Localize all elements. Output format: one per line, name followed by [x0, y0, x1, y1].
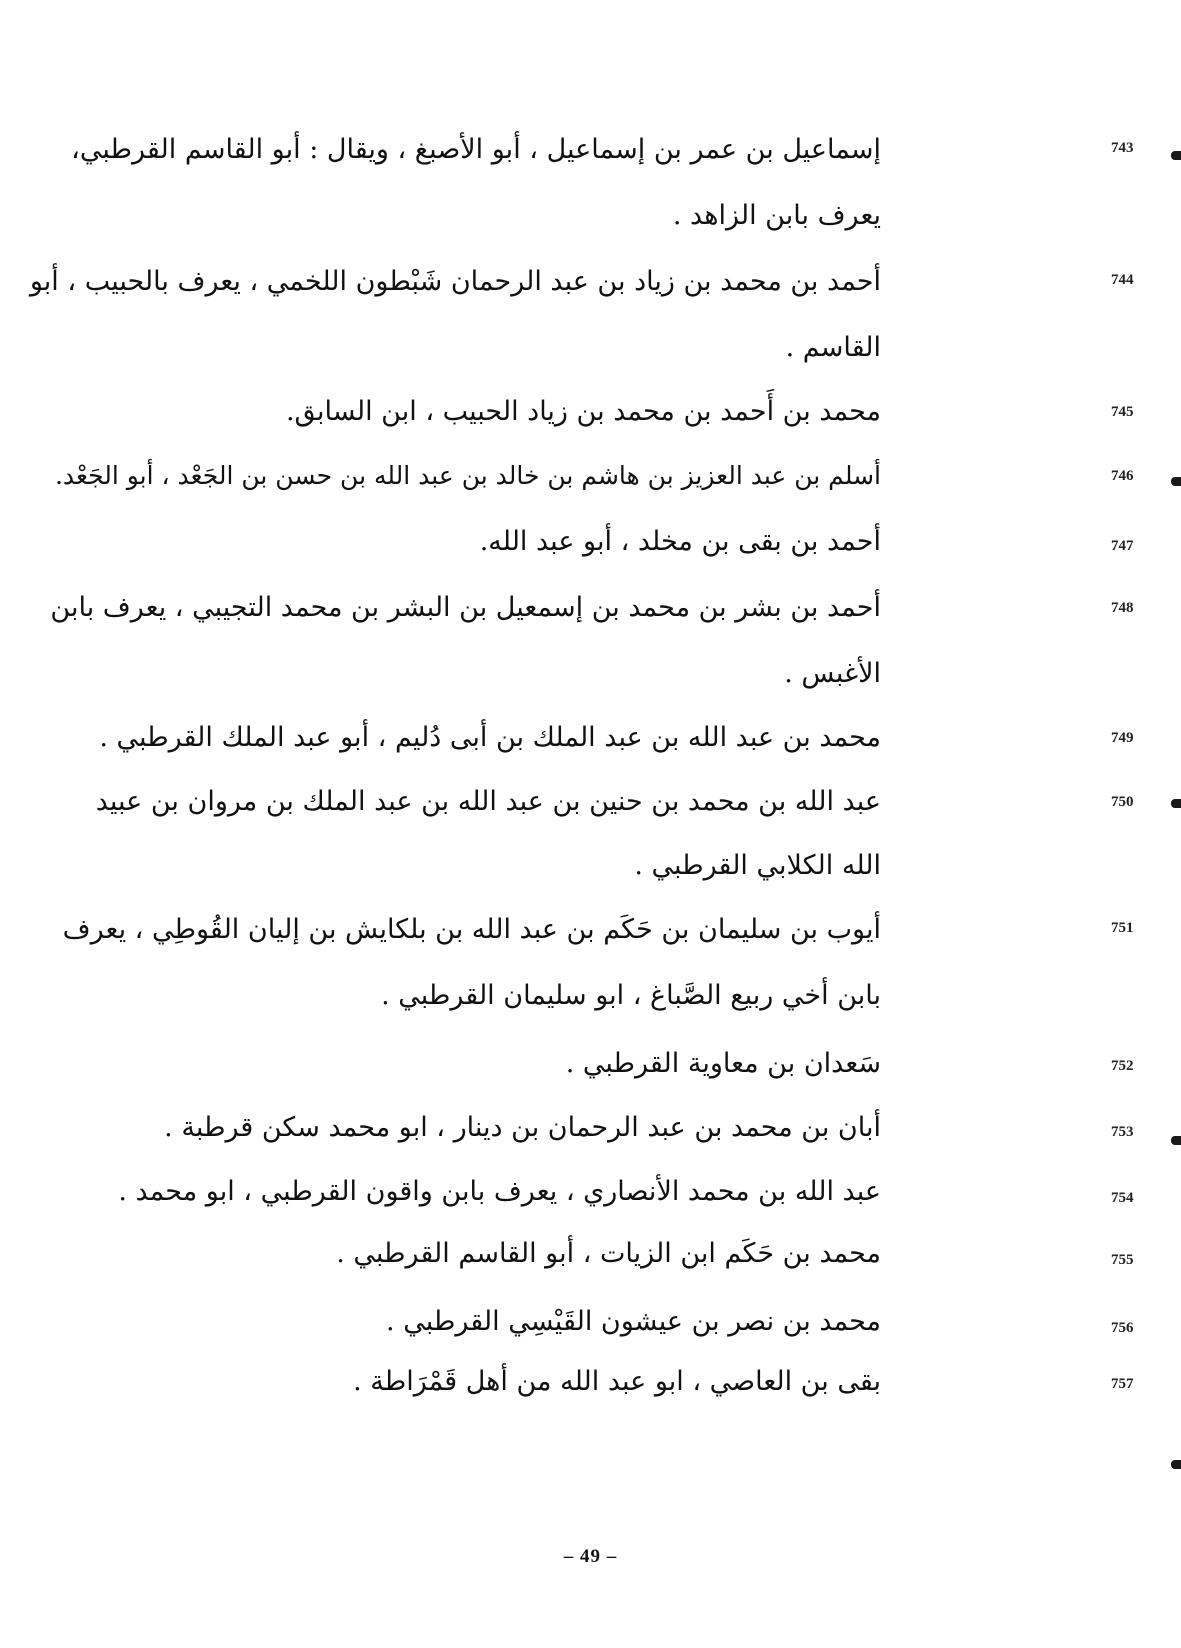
- entry-text-line: محمد بن حَكَم ابن الزيات ، أبو القاسم القرطبي .: [336, 1238, 881, 1269]
- entry-text-line: عبد الله بن محمد الأنصاري ، يعرف بابن واقون القرطبي ، ابو محمد .: [118, 1176, 881, 1207]
- entry-number: 753: [1111, 1124, 1134, 1140]
- entry-text-line: يعرف بابن الزاهد .: [672, 200, 881, 231]
- page-number: – 49 –: [563, 1546, 618, 1567]
- entry-number: 754: [1111, 1190, 1134, 1206]
- entry-text-line: عبد الله بن محمد بن حنين بن عبد الله بن عبد الملك بن مروان بن عبيد: [95, 786, 881, 817]
- scan-edge-mark: [1171, 1460, 1181, 1469]
- entry-number: 757: [1111, 1376, 1134, 1392]
- entry-text-line: بابن أخي ربيع الصَّباغ ، ابو سليمان القرطبي .: [381, 980, 881, 1011]
- entry-text-line: أسلم بن عبد العزيز بن هاشم بن خالد بن عبد الله بن حسن بن الجَعْد ، أبو الجَعْد.: [54, 461, 881, 490]
- entry-text-line: محمد بن نصر بن عيشون القَيْسِي القرطبي .: [386, 1306, 881, 1337]
- entry-number: 751: [1111, 920, 1134, 936]
- scan-edge-mark: [1171, 151, 1181, 160]
- scan-edge-mark: [1171, 477, 1181, 486]
- entry-text-line: سَعدان بن معاوية القرطبي .: [565, 1048, 881, 1079]
- entry-number: 746: [1111, 468, 1134, 484]
- entry-number: 752: [1111, 1058, 1134, 1074]
- entry-text-line: الله الكلابي القرطبي .: [634, 850, 881, 881]
- entry-text-line: بقى بن العاصي ، ابو عبد الله من أهل قَمْرَاطة .: [353, 1366, 881, 1397]
- entry-number: 749: [1111, 730, 1134, 746]
- entry-number: 744: [1111, 272, 1134, 288]
- entry-number: 756: [1111, 1320, 1134, 1336]
- entry-number: 750: [1111, 794, 1134, 810]
- scan-edge-mark: [1171, 1136, 1181, 1145]
- entry-number: 755: [1111, 1252, 1134, 1268]
- entry-text-line: أيوب بن سليمان بن حَكَم بن عبد الله بن بلكايش بن إليان القُوطِي ، يعرف: [62, 914, 881, 945]
- entry-number: 747: [1111, 538, 1134, 554]
- scan-edge-mark: [1171, 799, 1181, 808]
- entry-text-line: أحمد بن محمد بن زياد بن عبد الرحمان شَبْطون اللخمي ، يعرف بالحبيب ، أبو: [29, 266, 881, 297]
- entry-number: 748: [1111, 600, 1134, 616]
- entry-text-line: محمد بن أَحمد بن محمد بن زياد الحبيب ، ابن السابق.: [285, 396, 881, 427]
- entry-text-line: القاسم .: [785, 332, 881, 363]
- entry-text-line: إسماعيل بن عمر بن إسماعيل ، أبو الأصبغ ، ويقال : أبو القاسم القرطبي،: [71, 134, 881, 165]
- entry-text-line: أحمد بن بقى بن مخلد ، أبو عبد الله.: [479, 526, 881, 557]
- entry-text-line: الأغبس .: [784, 658, 881, 689]
- entry-text-line: أحمد بن بشر بن محمد بن إسمعيل بن البشر بن محمد التجيبي ، يعرف بابن: [50, 592, 881, 623]
- entry-number: 745: [1111, 404, 1134, 420]
- entry-text-line: محمد بن عبد الله بن عبد الملك بن أبى دُليم ، أبو عبد الملك القرطبي .: [99, 722, 881, 753]
- entry-number: 743: [1111, 140, 1134, 156]
- entry-text-line: أبان بن محمد بن عبد الرحمان بن دينار ، ابو محمد سكن قرطبة .: [164, 1112, 881, 1143]
